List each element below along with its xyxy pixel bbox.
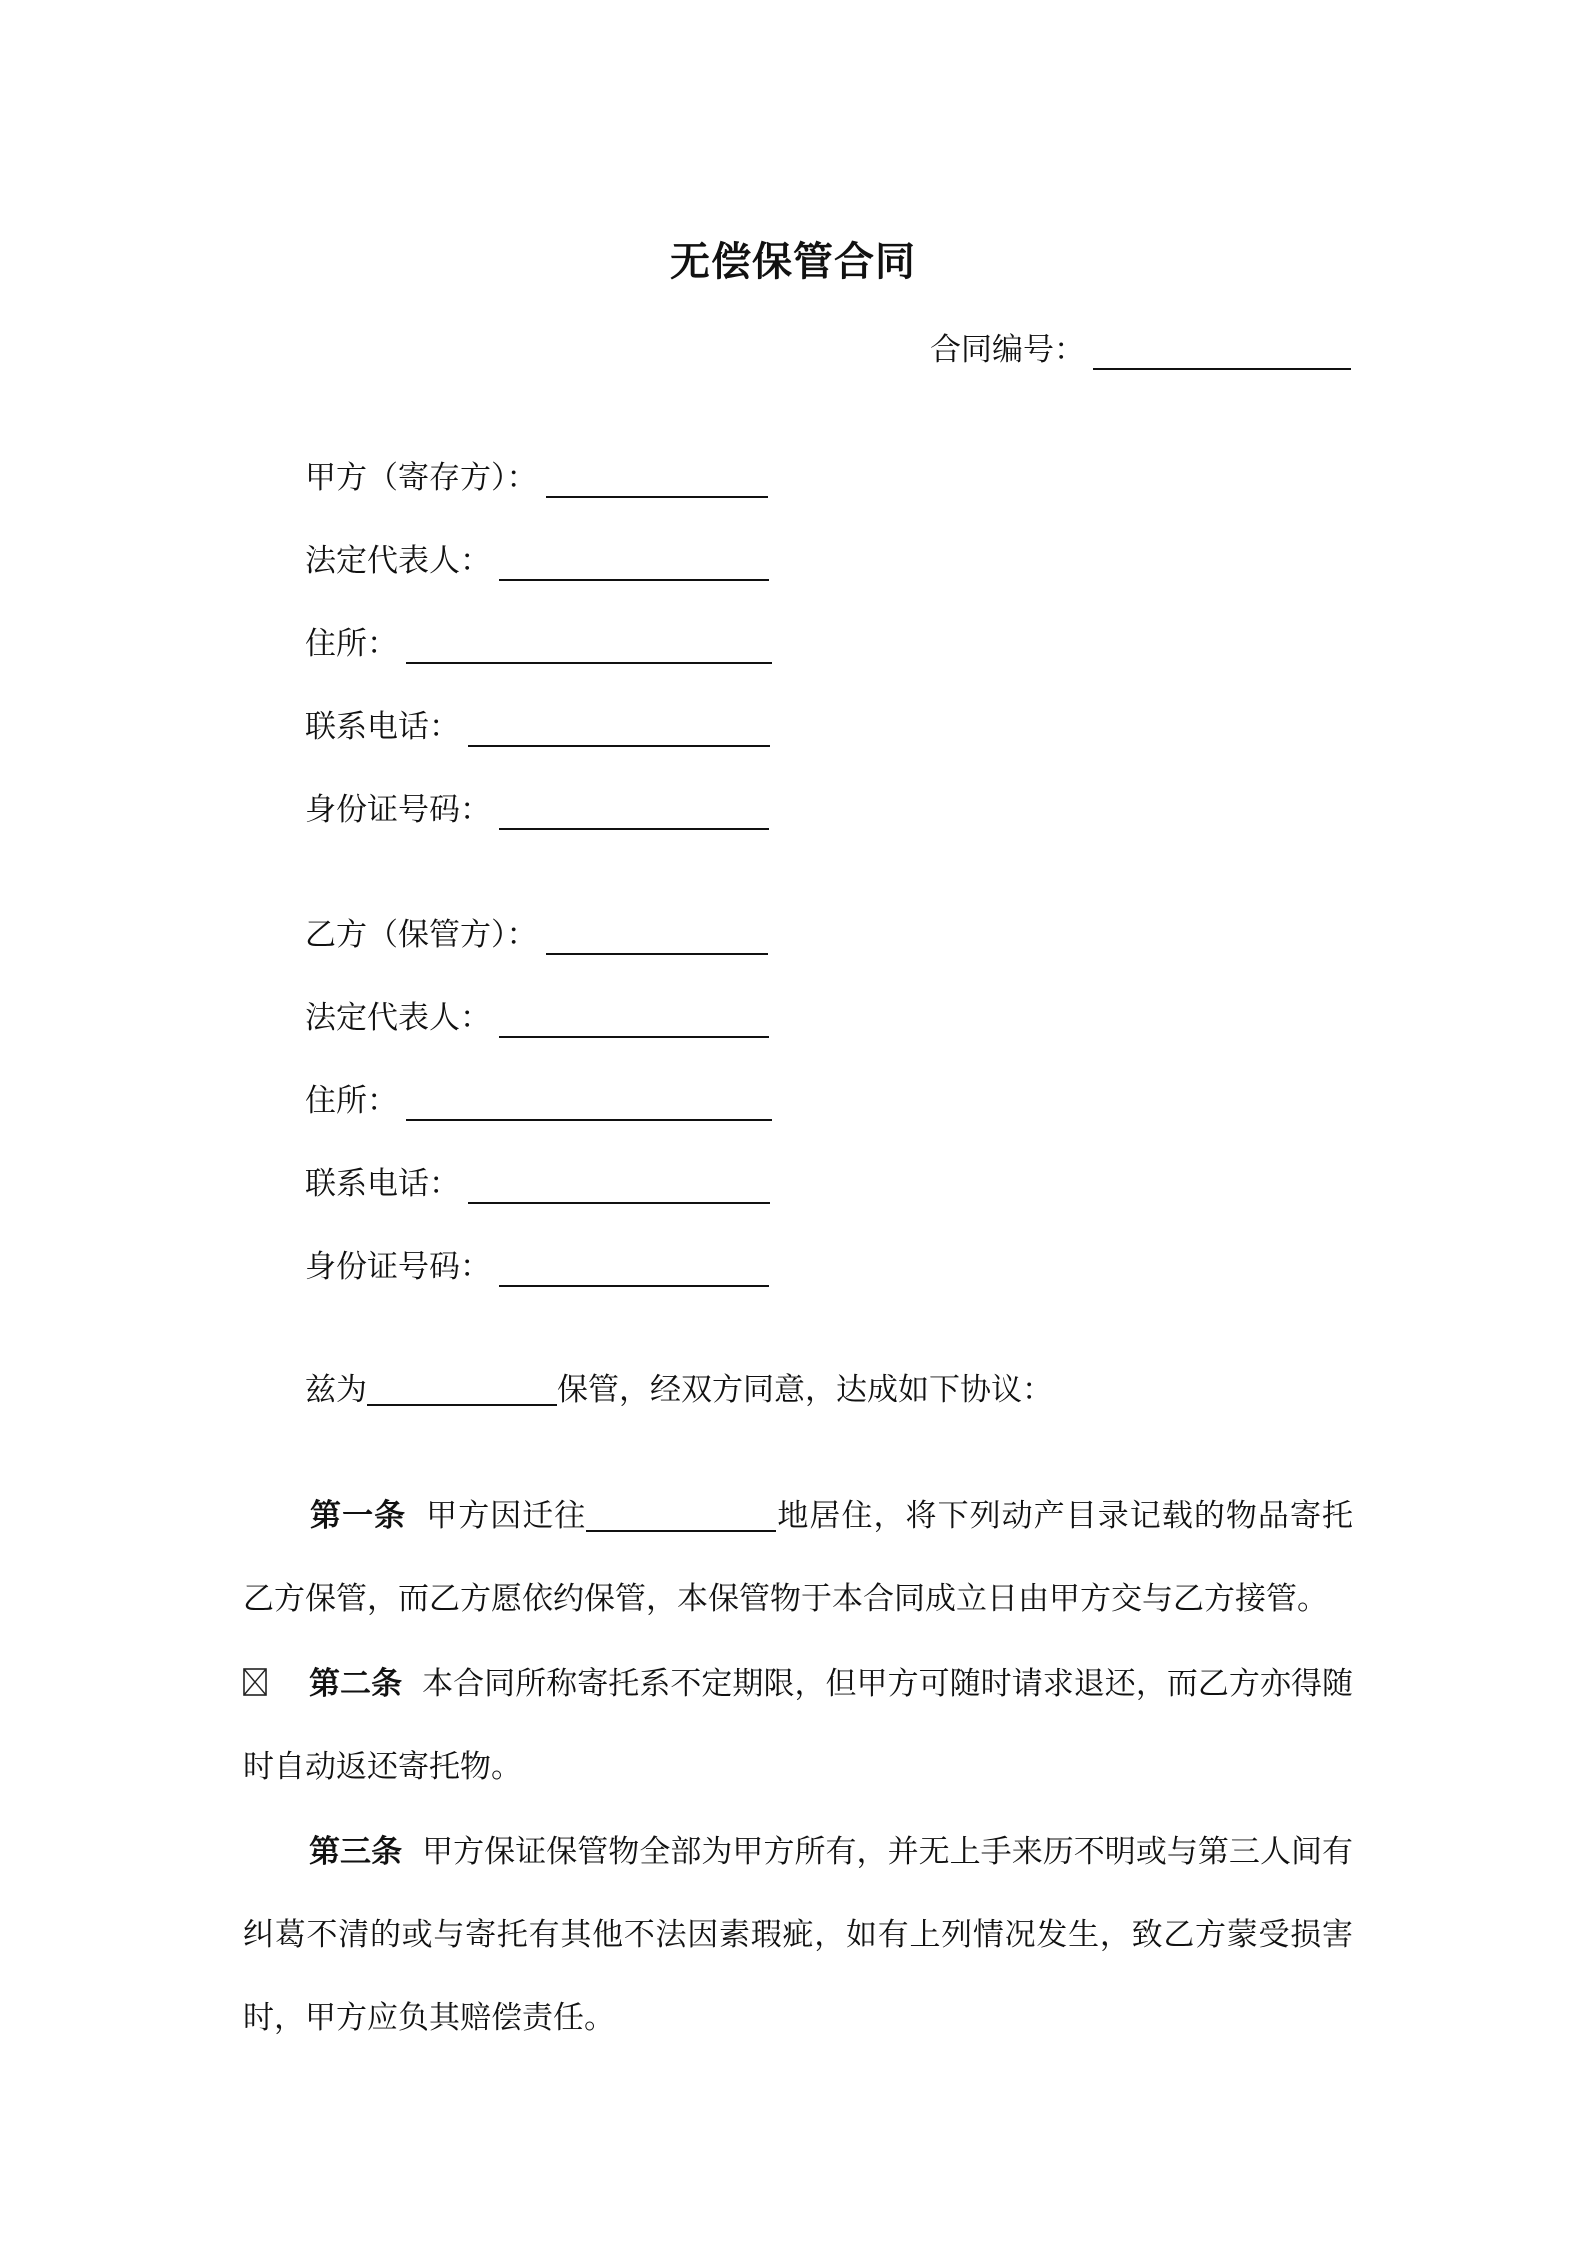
party-a-address-blank[interactable] [406, 628, 772, 664]
intro-after: 保管，经双方同意，达成如下协议： [557, 1372, 1053, 1408]
party-b-legal-rep-field [305, 998, 769, 1038]
party-a-name-blank[interactable] [546, 462, 768, 498]
article-1-text-after: 地居住，将下列动产目录记载的物品寄托乙方保管，而乙方愿依约保管，本保管物于本合同成立日由甲方交与乙方接管。 [243, 1498, 1354, 1617]
party-a-legal-rep-field [305, 541, 769, 581]
party-a-address-field [305, 624, 772, 664]
article-2 [243, 1643, 1353, 1809]
party-b-address-blank[interactable] [406, 1085, 772, 1121]
party-b-address-label: 住所： [305, 1083, 398, 1119]
article-2-text: 本合同所称寄托系不定期限，但甲方可随时请求退还，而乙方亦得随时自动返还寄托物。 [243, 1666, 1354, 1785]
intro-before: 兹为 [305, 1372, 367, 1408]
article-1-heading: 第一条 [309, 1498, 407, 1534]
article-3-heading: 第三条 [309, 1834, 403, 1870]
party-b-phone-blank[interactable] [468, 1168, 770, 1204]
party-b-legal-rep-blank[interactable] [499, 1002, 769, 1038]
intro-item-blank[interactable] [367, 1374, 557, 1406]
party-a-heading-field [305, 458, 768, 498]
party-b-legal-rep-label: 法定代表人： [305, 1000, 491, 1036]
article-1-destination-blank[interactable] [586, 1500, 776, 1532]
party-a-id-field [305, 790, 769, 830]
party-a-phone-label: 联系电话： [305, 709, 460, 745]
contract-number-label: 合同编号： [930, 332, 1085, 368]
party-b-id-field [305, 1247, 769, 1287]
article-1 [243, 1475, 1353, 1641]
party-a-address-label: 住所： [305, 626, 398, 662]
party-b-id-blank[interactable] [499, 1251, 769, 1287]
party-b-phone-field [305, 1164, 770, 1204]
contract-number-field [930, 330, 1351, 370]
party-b-address-field [305, 1081, 772, 1121]
article-1-text-before: 甲方因迁往 [426, 1498, 587, 1534]
party-a-phone-blank[interactable] [468, 711, 770, 747]
article-2-heading: 第二条 [309, 1666, 403, 1702]
document-title: 无偿保管合同 [670, 239, 916, 285]
party-a-phone-field [305, 707, 770, 747]
article-3-text: 甲方保证保管物全部为甲方所有，并无上手来历不明或与第三人间有纠葛不清的或与寄托有其他不法因素瑕疵，如有上列情况发生，致乙方蒙受损害时，甲方应负其赔偿责任。 [243, 1834, 1354, 2036]
article-3 [243, 1811, 1353, 2060]
party-b-phone-label: 联系电话： [305, 1166, 460, 1202]
intro-line [305, 1370, 1053, 1410]
party-b-id-label: 身份证号码： [305, 1249, 491, 1285]
party-b-heading-field [305, 915, 768, 955]
party-a-legal-rep-blank[interactable] [499, 545, 769, 581]
party-a-id-label: 身份证号码： [305, 792, 491, 828]
party-a-legal-rep-label: 法定代表人： [305, 543, 491, 579]
party-a-id-blank[interactable] [499, 794, 769, 830]
party-a-heading: 甲方（寄存方）： [305, 460, 538, 496]
contract-number-blank[interactable] [1093, 334, 1351, 370]
party-b-heading: 乙方（保管方）： [305, 917, 538, 953]
party-b-name-blank[interactable] [546, 919, 768, 955]
